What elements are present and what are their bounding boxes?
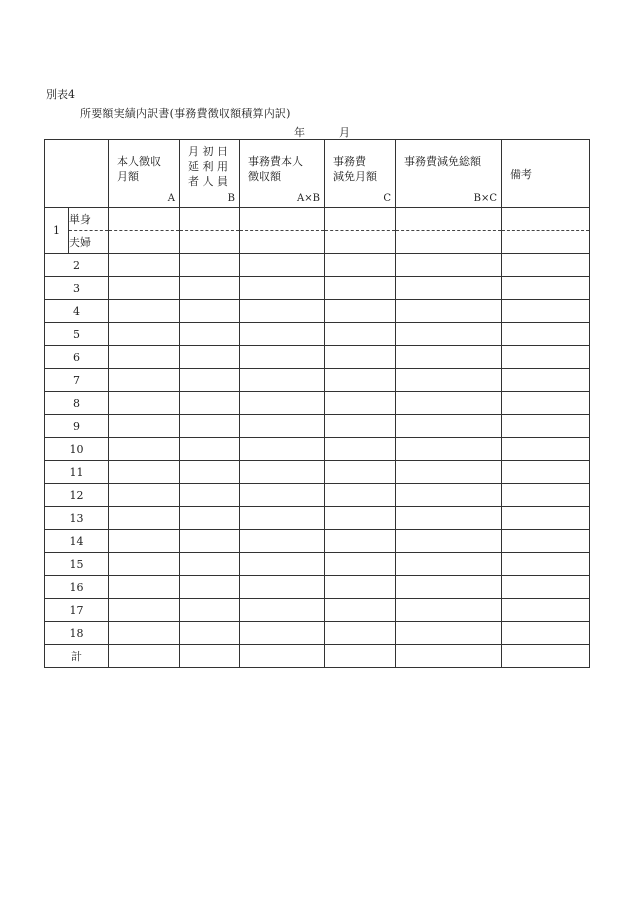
cell[interactable] — [325, 392, 396, 415]
cell[interactable] — [396, 254, 502, 277]
cell[interactable] — [502, 599, 590, 622]
cell[interactable] — [502, 530, 590, 553]
cell[interactable] — [240, 392, 325, 415]
row-number: 17 — [45, 599, 109, 622]
cell[interactable] — [180, 323, 240, 346]
header-cell-personal-monthly: 本人徴収 月額 A — [109, 140, 180, 208]
table-row — [45, 438, 590, 461]
row-number: 3 — [45, 277, 109, 300]
table-row — [45, 300, 590, 323]
cell[interactable] — [325, 438, 396, 461]
date-year-label: 年 — [294, 126, 305, 139]
row-sub-label-single: 単身 — [69, 208, 109, 231]
cell[interactable] — [109, 369, 180, 392]
row-number: 5 — [45, 323, 109, 346]
header-cell-reduction-total: 事務費減免総額 B×C — [396, 140, 502, 208]
table-row — [45, 231, 590, 254]
row-number: 6 — [45, 346, 109, 369]
table-row — [45, 507, 590, 530]
cell[interactable] — [325, 346, 396, 369]
cell[interactable] — [180, 346, 240, 369]
cell[interactable] — [396, 231, 502, 254]
header-letter-a: A — [167, 193, 175, 204]
cell[interactable] — [396, 300, 502, 323]
row-sub-label-couple: 夫婦 — [69, 231, 109, 254]
cell[interactable] — [109, 254, 180, 277]
cell[interactable] — [396, 208, 502, 231]
cell[interactable] — [325, 484, 396, 507]
cell[interactable] — [180, 438, 240, 461]
table-row — [45, 599, 590, 622]
document-title: 所要額実績内訳書(事務費徴収額積算内訳) — [80, 107, 291, 120]
cell[interactable] — [109, 553, 180, 576]
cell[interactable] — [396, 622, 502, 645]
header-cell-users-count: 月 初 日 延 利 用 者 人 員 B — [180, 140, 240, 208]
cell[interactable] — [240, 231, 325, 254]
header-letter-c: C — [383, 193, 391, 204]
cell[interactable] — [180, 530, 240, 553]
cell[interactable] — [240, 277, 325, 300]
table-row — [45, 277, 590, 300]
cell[interactable] — [502, 254, 590, 277]
cell[interactable] — [502, 415, 590, 438]
cell[interactable] — [240, 507, 325, 530]
header-letter-b: B — [227, 193, 235, 204]
cell[interactable] — [325, 507, 396, 530]
cell[interactable] — [502, 645, 590, 668]
cell[interactable] — [325, 300, 396, 323]
cell[interactable] — [240, 461, 325, 484]
cell[interactable] — [180, 599, 240, 622]
cell[interactable] — [240, 254, 325, 277]
table-row — [45, 392, 590, 415]
cell[interactable] — [240, 553, 325, 576]
header-letter-axb: A×B — [297, 193, 320, 204]
cell[interactable] — [240, 645, 325, 668]
cell[interactable] — [396, 277, 502, 300]
cell[interactable] — [240, 484, 325, 507]
header-row — [45, 140, 590, 208]
date-month-label: 月 — [339, 126, 350, 139]
table-row — [45, 576, 590, 599]
cell[interactable] — [325, 208, 396, 231]
cell[interactable] — [396, 576, 502, 599]
cell[interactable] — [109, 392, 180, 415]
cell[interactable] — [109, 530, 180, 553]
row-number: 9 — [45, 415, 109, 438]
cell[interactable] — [325, 461, 396, 484]
cell[interactable] — [396, 392, 502, 415]
cell[interactable] — [502, 461, 590, 484]
cell[interactable] — [109, 599, 180, 622]
cell[interactable] — [325, 576, 396, 599]
cell[interactable] — [396, 599, 502, 622]
cell[interactable] — [180, 392, 240, 415]
cell[interactable] — [240, 576, 325, 599]
header-cell-personal-fee-total: 事務費本人 徴収額 A×B — [240, 140, 325, 208]
cell[interactable] — [180, 553, 240, 576]
row-number: 1 — [45, 208, 69, 254]
table-row — [45, 208, 590, 231]
cell[interactable] — [109, 231, 180, 254]
cell[interactable] — [240, 599, 325, 622]
row-number: 2 — [45, 254, 109, 277]
cell[interactable] — [180, 277, 240, 300]
cell[interactable] — [240, 530, 325, 553]
row-number: 16 — [45, 576, 109, 599]
cell[interactable] — [396, 346, 502, 369]
cell[interactable] — [502, 346, 590, 369]
cell[interactable] — [240, 300, 325, 323]
cell[interactable] — [180, 576, 240, 599]
cell[interactable] — [109, 415, 180, 438]
table-row — [45, 461, 590, 484]
cell[interactable] — [325, 530, 396, 553]
cell[interactable] — [396, 323, 502, 346]
cell[interactable] — [396, 484, 502, 507]
cell[interactable] — [109, 645, 180, 668]
cell[interactable] — [240, 346, 325, 369]
cell[interactable] — [180, 369, 240, 392]
row-number: 11 — [45, 461, 109, 484]
cell[interactable] — [502, 507, 590, 530]
cell[interactable] — [109, 300, 180, 323]
cell[interactable] — [325, 323, 396, 346]
cell[interactable] — [109, 576, 180, 599]
row-number: 18 — [45, 622, 109, 645]
cell[interactable] — [396, 415, 502, 438]
row-number: 14 — [45, 530, 109, 553]
cell[interactable] — [325, 553, 396, 576]
cell[interactable] — [109, 208, 180, 231]
cell[interactable] — [240, 622, 325, 645]
cell[interactable] — [180, 300, 240, 323]
cell[interactable] — [502, 484, 590, 507]
header-cell-remarks: 備考 — [502, 140, 590, 208]
cell[interactable] — [396, 645, 502, 668]
row-number: 13 — [45, 507, 109, 530]
row-number: 8 — [45, 392, 109, 415]
cell[interactable] — [502, 622, 590, 645]
cell[interactable] — [109, 622, 180, 645]
cell[interactable] — [325, 254, 396, 277]
row-number: 10 — [45, 438, 109, 461]
cell[interactable] — [325, 369, 396, 392]
cell[interactable] — [502, 576, 590, 599]
cell[interactable] — [396, 553, 502, 576]
cell[interactable] — [180, 254, 240, 277]
total-row-label: 計 — [45, 645, 109, 668]
cell[interactable] — [180, 461, 240, 484]
annex-label: 別表4 — [46, 88, 75, 101]
cell[interactable] — [396, 530, 502, 553]
cell[interactable] — [502, 231, 590, 254]
cell[interactable] — [502, 208, 590, 231]
table-row — [45, 553, 590, 576]
cell[interactable] — [396, 507, 502, 530]
cell[interactable] — [109, 507, 180, 530]
table-row — [45, 484, 590, 507]
cell[interactable] — [240, 323, 325, 346]
row-number: 12 — [45, 484, 109, 507]
row-number: 7 — [45, 369, 109, 392]
table-row — [45, 530, 590, 553]
cell[interactable] — [180, 622, 240, 645]
cell[interactable] — [109, 484, 180, 507]
cell[interactable] — [180, 231, 240, 254]
cell[interactable] — [325, 415, 396, 438]
cell[interactable] — [325, 231, 396, 254]
cell[interactable] — [109, 461, 180, 484]
cell[interactable] — [502, 438, 590, 461]
table-row — [45, 346, 590, 369]
cell[interactable] — [180, 484, 240, 507]
table-row — [45, 254, 590, 277]
cell[interactable] — [502, 553, 590, 576]
cell[interactable] — [325, 599, 396, 622]
row-number: 4 — [45, 300, 109, 323]
cell[interactable] — [325, 277, 396, 300]
cell[interactable] — [502, 300, 590, 323]
cell[interactable] — [240, 438, 325, 461]
cell[interactable] — [502, 323, 590, 346]
row-number: 15 — [45, 553, 109, 576]
cell[interactable] — [180, 415, 240, 438]
cell[interactable] — [325, 622, 396, 645]
table-row — [45, 622, 590, 645]
table-row — [45, 415, 590, 438]
cell[interactable] — [502, 392, 590, 415]
cell[interactable] — [396, 438, 502, 461]
header-cell-reduction-monthly: 事務費 減免月額 C — [325, 140, 396, 208]
table-row — [45, 369, 590, 392]
header-letter-bxc: B×C — [473, 193, 497, 204]
cell[interactable] — [396, 461, 502, 484]
cell[interactable] — [502, 369, 590, 392]
table-row — [45, 645, 590, 668]
cell[interactable] — [109, 438, 180, 461]
cell[interactable] — [109, 323, 180, 346]
cell[interactable] — [240, 208, 325, 231]
expense-breakdown-table — [44, 139, 590, 668]
header-blank-cell — [45, 140, 109, 208]
cell[interactable] — [396, 369, 502, 392]
cell[interactable] — [240, 415, 325, 438]
cell[interactable] — [109, 346, 180, 369]
cell[interactable] — [180, 645, 240, 668]
cell[interactable] — [502, 277, 590, 300]
table-row — [45, 323, 590, 346]
cell[interactable] — [109, 277, 180, 300]
cell[interactable] — [240, 369, 325, 392]
cell[interactable] — [325, 645, 396, 668]
cell[interactable] — [180, 507, 240, 530]
cell[interactable] — [180, 208, 240, 231]
date-line — [294, 124, 350, 140]
